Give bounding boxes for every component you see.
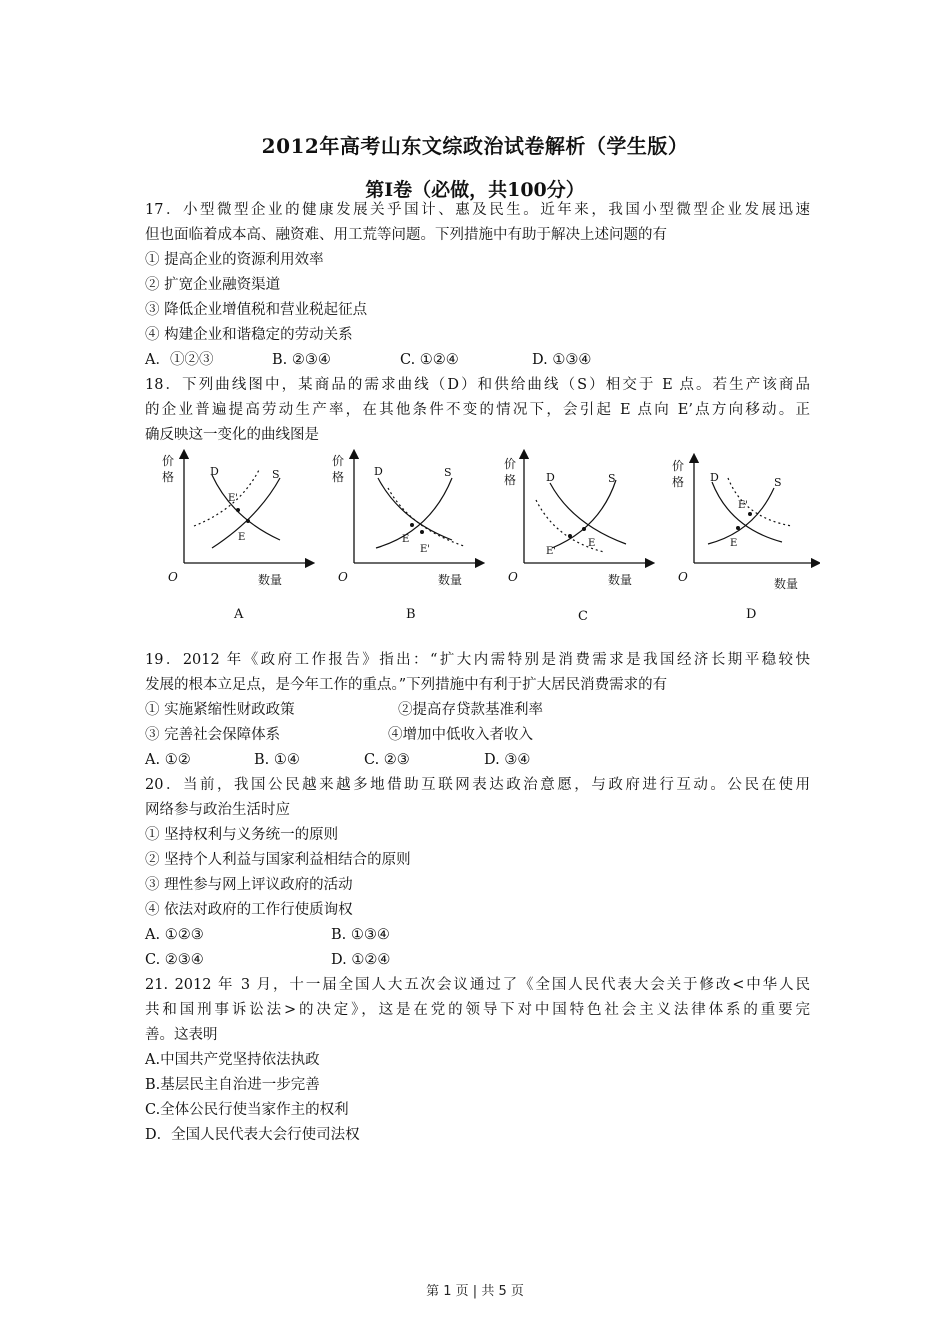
graph-c-caption: C (578, 609, 588, 624)
q17-option-a: A．①②③ (145, 352, 214, 368)
graph-b-e-prime-label: E' (420, 544, 431, 555)
graph-b-demand-curve (378, 478, 452, 540)
graph-c-point-e-prime (568, 534, 572, 538)
q21-stem-line-3: 善。这表明 (145, 1027, 218, 1043)
graph-c-demand-curve (550, 483, 626, 544)
graph-b-origin: O (338, 570, 348, 584)
q19-option-c: C. ②③ (364, 752, 410, 768)
graph-b-point-e (410, 523, 414, 527)
graph-d-demand-curve (712, 482, 782, 542)
graph-c-origin: O (508, 570, 518, 584)
graph-c-xlabel: 数量 (608, 573, 633, 587)
q21-option-d: D．全国人民代表大会行使司法权 (145, 1127, 360, 1143)
q19-item-2: ②提高存贷款基准利率 (398, 702, 543, 718)
q20-item-4: ④ 依法对政府的工作行使质询权 (145, 902, 353, 918)
graph-b-ylabel-top: 价 (332, 454, 345, 468)
graph-c-ylabel-top: 价 (504, 457, 517, 471)
graph-c-s-label: S (608, 472, 616, 485)
q19-item-4: ④增加中低收入者收入 (388, 727, 533, 743)
q17-option-d: D. ①③④ (532, 352, 592, 368)
graph-d-origin: O (678, 570, 688, 584)
graph-a-ylabel-bottom: 格 (162, 470, 175, 484)
q17-option-c: C. ①②④ (400, 352, 459, 368)
graph-c-supply-curve (552, 480, 616, 548)
q20-option-b: B. ①③④ (331, 927, 390, 943)
q17-stem-line-1: 17．小型微型企业的健康发展关乎国计、惠及民生。近年来，我国小型微型企业发展迅速 (145, 202, 810, 218)
graph-a-point-e-prime (236, 508, 240, 512)
q18-stem-line-3: 确反映这一变化的曲线图是 (145, 427, 319, 443)
graph-d-caption: D (746, 607, 757, 622)
q19-stem-line-1: 19．2012 年《政府工作报告》指出：“扩大内需特别是消费需求是我国经济长期平稳较快 (145, 652, 810, 668)
q18-stem-line-1: 18．下列曲线图中，某商品的需求曲线（D）和供给曲线（S）相交于 E 点。若生产该商品 (145, 377, 810, 393)
graph-d-ylabel-bottom: 格 (672, 475, 685, 489)
graph-a (162, 454, 310, 622)
q17-stem-line-2: 但也面临着成本高、融资难、用工荒等问题。下列措施中有助于解决上述问题的有 (145, 227, 667, 243)
q20-option-d: D. ①②④ (331, 952, 391, 968)
graph-a-s-label: S (272, 468, 280, 481)
q19-option-b: B. ①④ (254, 752, 300, 768)
graph-a-point-e (246, 519, 250, 523)
graph-c-d-label: D (546, 471, 555, 484)
graph-a-origin: O (168, 570, 178, 584)
graph-a-d-label: D (210, 465, 219, 478)
graph-b-xlabel: 数量 (438, 573, 463, 587)
q17-item-2: ② 扩宽企业融资渠道 (145, 277, 281, 293)
graph-a-caption: A (234, 607, 244, 622)
graph-b-e-label: E (402, 534, 410, 545)
q21-stem-line-2: 共和国刑事诉讼法>的决定》，这是在党的领导下对中国特色社会主义法律体系的重要完 (145, 1002, 810, 1018)
graph-c-point-e (582, 527, 586, 531)
graph-b-supply-curve (376, 478, 452, 548)
q20-stem-line-2: 网络参与政治生活时应 (145, 802, 290, 818)
q21-stem-line-1: 21. 2012 年 3 月，十一届全国人大五次会议通过了《全国人民代表大会关于修改<中华人民 (145, 977, 810, 993)
graph-d-ylabel-top: 价 (672, 459, 685, 473)
q17-item-3: ③ 降低企业增值税和营业税起征点 (145, 302, 368, 318)
q17-item-4: ④ 构建企业和谐稳定的劳动关系 (145, 327, 353, 343)
page-footer: 第 1 页 | 共 5 页 (426, 1284, 524, 1299)
q17-option-b: B. ②③④ (272, 352, 331, 368)
graph-a-demand-curve (212, 475, 280, 540)
graph-d-e-label: E (730, 538, 738, 549)
graph-a-e-prime-label: E' (228, 493, 239, 504)
graph-b-s-label: S (444, 466, 452, 479)
graph-d-point-e-prime (748, 512, 752, 516)
graph-d-xlabel: 数量 (774, 577, 799, 591)
graph-b-caption: B (406, 607, 416, 622)
graph-d-d-label: D (710, 471, 719, 484)
graph-a-supply-curve (212, 478, 280, 548)
q20-item-2: ② 坚持个人利益与国家利益相结合的原则 (145, 852, 411, 868)
graph-b-shifted-curve (388, 488, 464, 546)
graph-b-d-label: D (374, 465, 383, 478)
supply-demand-figure (160, 448, 820, 630)
graph-c-e-prime-label: E' (546, 546, 557, 557)
q20-option-c: C. ②③④ (145, 952, 204, 968)
q18-stem-line-2: 的企业普遍提高劳动生产率，在其他条件不变的情况下，会引起 E 点向 E’点方向移动。正 (145, 402, 810, 418)
graph-b-point-e-prime (420, 530, 424, 534)
q20-item-1: ① 坚持权利与义务统一的原则 (145, 827, 339, 843)
q19-item-3: ③ 完善社会保障体系 (145, 727, 281, 743)
q20-stem-line-1: 20．当前，我国公民越来越多地借助互联网表达政治意愿，与政府进行互动。公民在使用 (145, 777, 810, 793)
graph-b (332, 454, 480, 622)
q21-option-a: A.中国共产党坚持依法执政 (145, 1052, 320, 1068)
section-title: 第Ⅰ卷（必做，共100分） (365, 179, 585, 201)
q17-item-1: ① 提高企业的资源利用效率 (145, 252, 324, 268)
q19-option-d: D. ③④ (484, 752, 531, 768)
graph-a-e-label: E (238, 532, 246, 543)
q19-item-1: ① 实施紧缩性财政政策 (145, 702, 295, 718)
q20-option-a: A. ①②③ (145, 927, 204, 943)
q19-stem-line-2: 发展的根本立足点，是今年工作的重点。”下列措施中有利于扩大居民消费需求的有 (145, 677, 668, 693)
graph-d-point-e (736, 526, 740, 530)
page-title: 2012年高考山东文综政治试卷解析（学生版） (261, 134, 689, 158)
graph-b-ylabel-bottom: 格 (332, 470, 345, 484)
graph-c-ylabel-bottom: 格 (504, 473, 517, 487)
graph-a-xlabel: 数量 (258, 573, 283, 587)
graph-c-e-label: E (588, 538, 596, 549)
graph-d-e-prime-label: E' (738, 500, 749, 511)
supply-demand-graphs (160, 448, 820, 630)
q21-option-c: C.全体公民行使当家作主的权利 (145, 1102, 349, 1118)
graph-d (672, 458, 816, 622)
graph-c (504, 454, 650, 624)
q19-option-a: A. ①② (145, 752, 191, 768)
graph-d-s-label: S (774, 476, 782, 489)
q21-option-b: B.基层民主自治进一步完善 (145, 1077, 320, 1093)
q20-item-3: ③ 理性参与网上评议政府的活动 (145, 877, 353, 893)
graph-a-ylabel-top: 价 (162, 454, 175, 468)
